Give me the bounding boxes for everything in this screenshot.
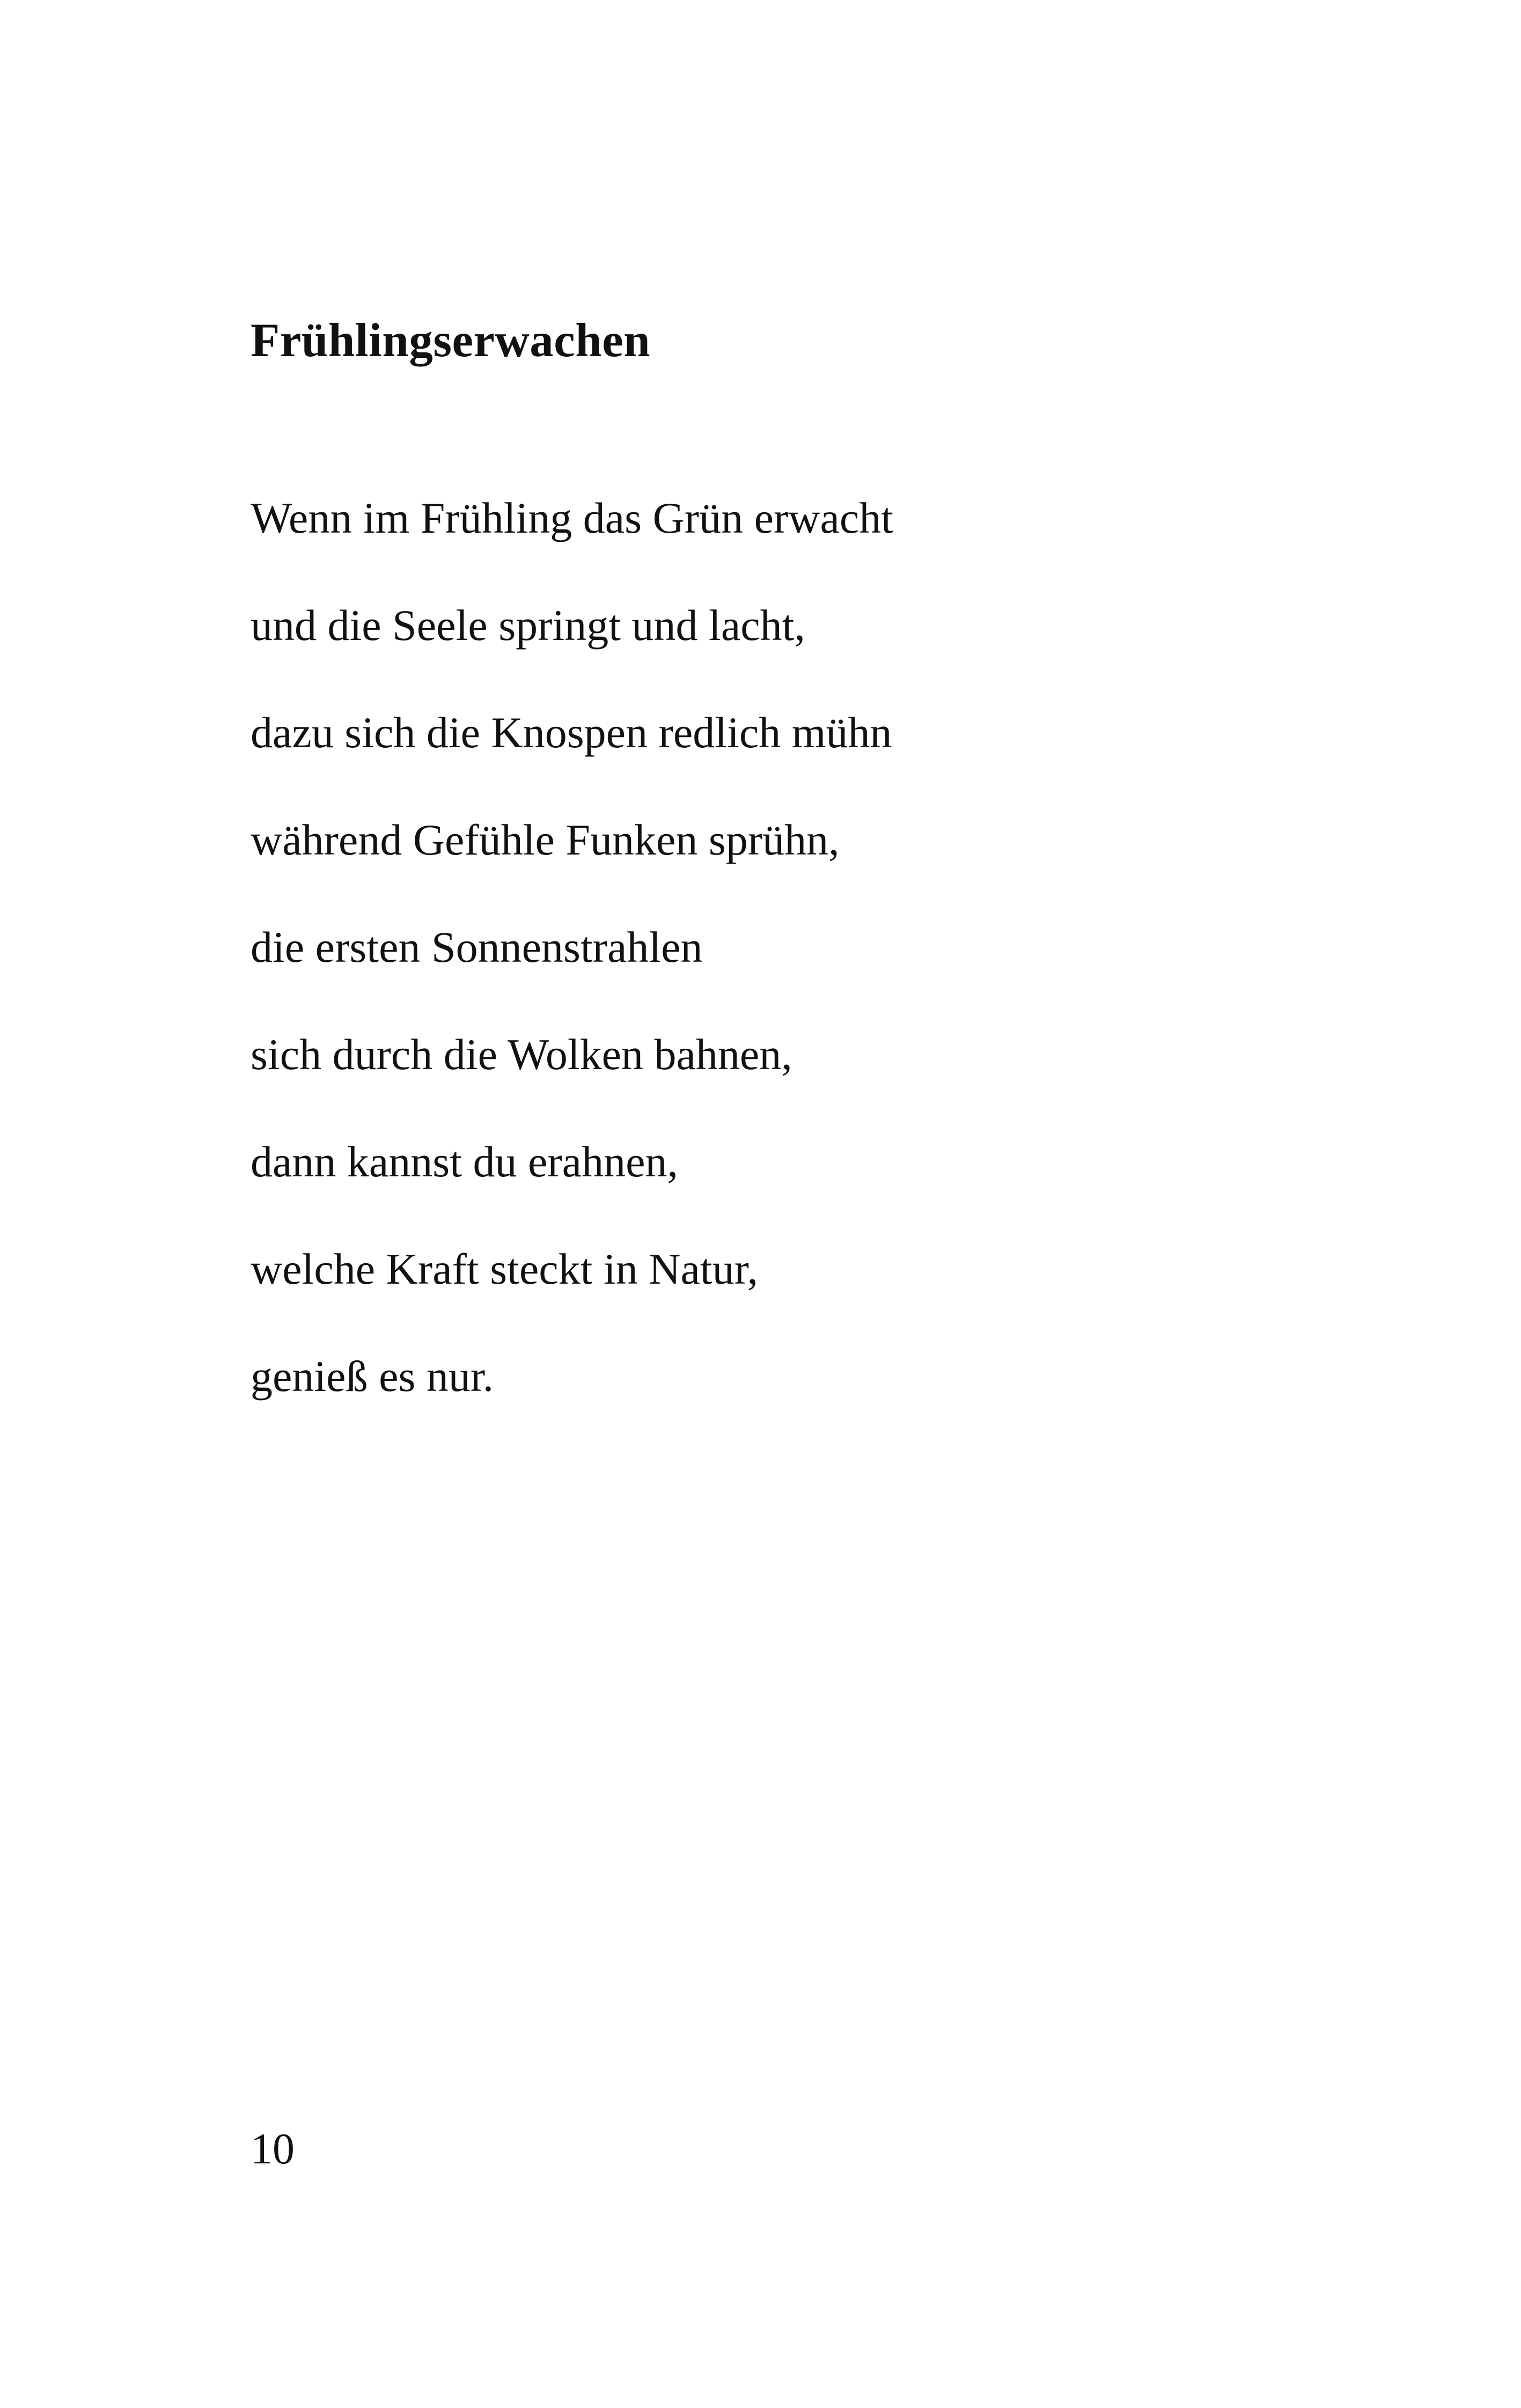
poem-line: während Gefühle Funken sprühn, [251,815,840,864]
poem-line: dazu sich die Knospen redlich mühn [251,708,892,757]
poem-line: Wenn im Frühling das Grün erwacht [251,494,894,542]
poem-body [251,491,893,1457]
page-number: 10 [251,2124,295,2173]
poem-title: Frühlingserwachen [251,314,651,367]
poem-line: die ersten Sonnenstrahlen [251,923,703,971]
poem-line: sich durch die Wolken bahnen, [251,1030,792,1079]
poem-line: dann kannst du erahnen, [251,1137,678,1186]
poem-line: genieß es nur. [251,1352,494,1401]
poem-line: und die Seele springt und lacht, [251,601,805,650]
poem-line: welche Kraft steckt in Natur, [251,1244,759,1293]
